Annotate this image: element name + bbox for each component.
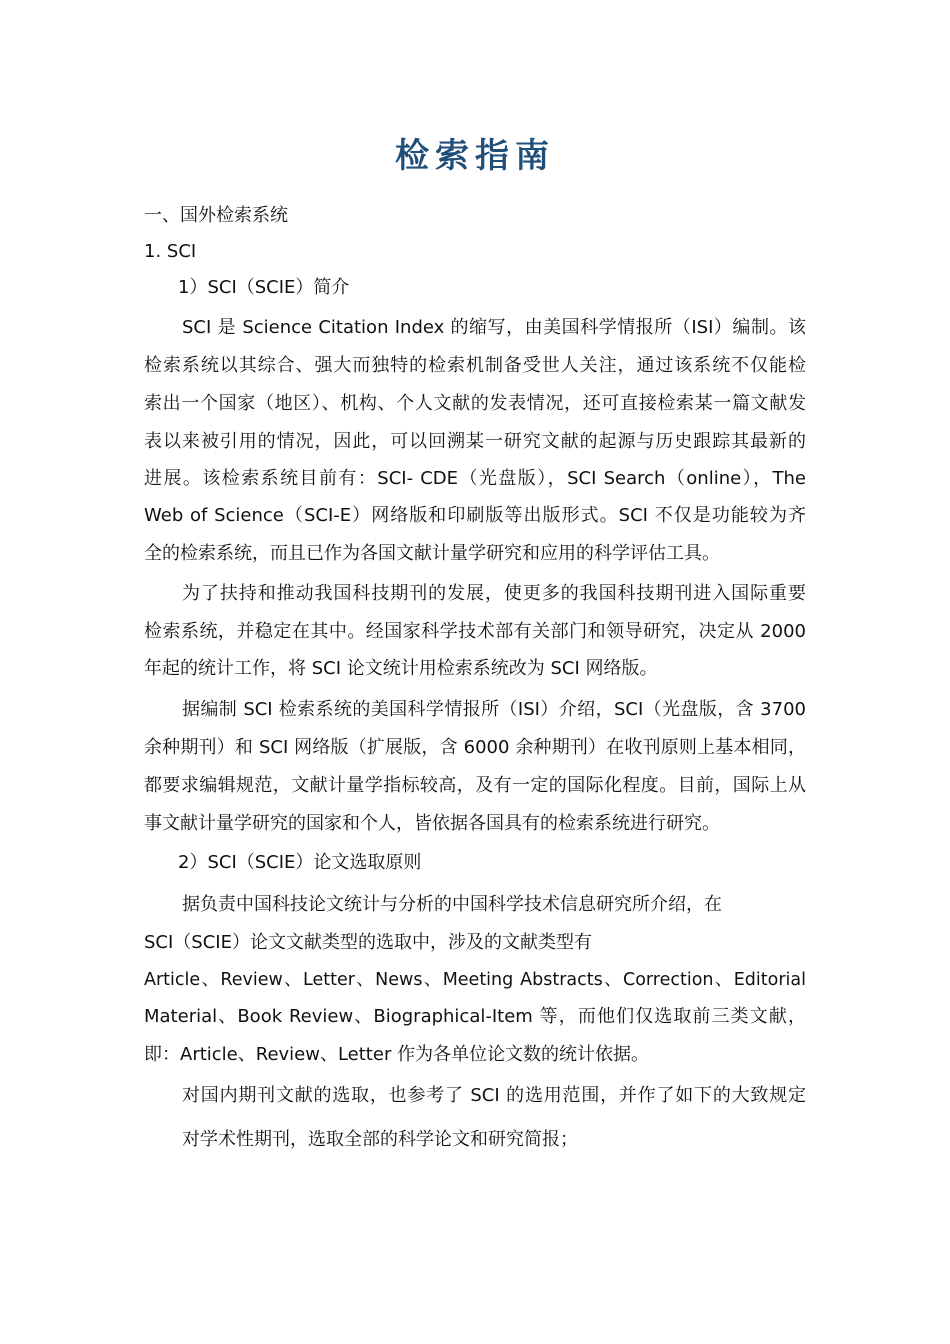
paragraph-line: 索出一个国家（地区）、机构、个人文献的发表情况，还可直接检索某一篇文献发	[144, 393, 806, 414]
paragraph-line: 全的检索系统，而且已作为各国文献计量学研究和应用的科学评估工具。	[144, 543, 720, 564]
paragraph-line: 进展。该检索系统目前有：SCI- CDE（光盘版），SCI Search（online），The	[144, 468, 806, 489]
paragraph-line: SCI（SCIE）论文文献类型的选取中，涉及的文献类型有	[144, 932, 592, 953]
paragraph-line: 余种期刊）和 SCI 网络版（扩展版，含 6000 余种期刊）在收刊原则上基本相同，	[144, 737, 806, 758]
paragraph-line: 检索系统，并稳定在其中。经国家科学技术部有关部门和领导研究，决定从 2000	[144, 621, 806, 642]
paragraph-line: 对国内期刊文献的选取，也参考了 SCI 的选用范围，并作了如下的大致规定	[182, 1085, 806, 1106]
paragraph-line: 事文献计量学研究的国家和个人，皆依据各国具有的检索系统进行研究。	[144, 813, 720, 834]
paragraph-line: 据编制 SCI 检索系统的美国科学情报所（ISI）介绍，SCI（光盘版，含 3700	[182, 699, 806, 720]
paragraph-line: 即：Article、Review、Letter 作为各单位论文数的统计依据。	[144, 1044, 650, 1065]
paragraph-line: Article、Review、Letter、News、Meeting Abstracts、Correction、Editorial	[144, 970, 806, 990]
paragraph-line: 为了扶持和推动我国科技期刊的发展，使更多的我国科技期刊进入国际重要	[182, 583, 806, 604]
paragraph-line: 表以来被引用的情况，因此，可以回溯某一研究文献的起源与历史跟踪其最新的	[144, 431, 806, 452]
paragraph-line: Material、Book Review、Biographical-Item 等，而他们仅选取前三类文献，	[144, 1006, 806, 1027]
paragraph-line: 年起的统计工作，将 SCI 论文统计用检索系统改为 SCI 网络版。	[144, 658, 658, 679]
paragraph-line: Web of Science（SCI-E）网络版和印刷版等出版形式。SCI 不仅是功能较为齐	[144, 505, 806, 526]
paragraph-line: 都要求编辑规范，文献计量学指标较高，及有一定的国际化程度。目前，国际上从	[144, 775, 806, 796]
paragraph-line: 对学术性期刊，选取全部的科学论文和研究简报；	[182, 1129, 578, 1150]
paragraph-line: 检索系统以其综合、强大而独特的检索机制备受世人关注，通过该系统不仅能检	[144, 355, 806, 376]
paragraph-line: SCI 是 Science Citation Index 的缩写，由美国科学情报所（ISI）编制。该	[182, 317, 806, 338]
document-title: 检索指南	[395, 136, 555, 176]
section-heading: 一、国外检索系统	[144, 205, 288, 226]
subsection-heading-selection: 2）SCI（SCIE）论文选取原则	[178, 852, 422, 873]
paragraph-line: 据负责中国科技论文统计与分析的中国科学技术信息研究所介绍，在	[182, 894, 722, 915]
subsection-heading-intro: 1）SCI（SCIE）简介	[178, 277, 350, 298]
item-heading: 1. SCI	[144, 241, 197, 262]
